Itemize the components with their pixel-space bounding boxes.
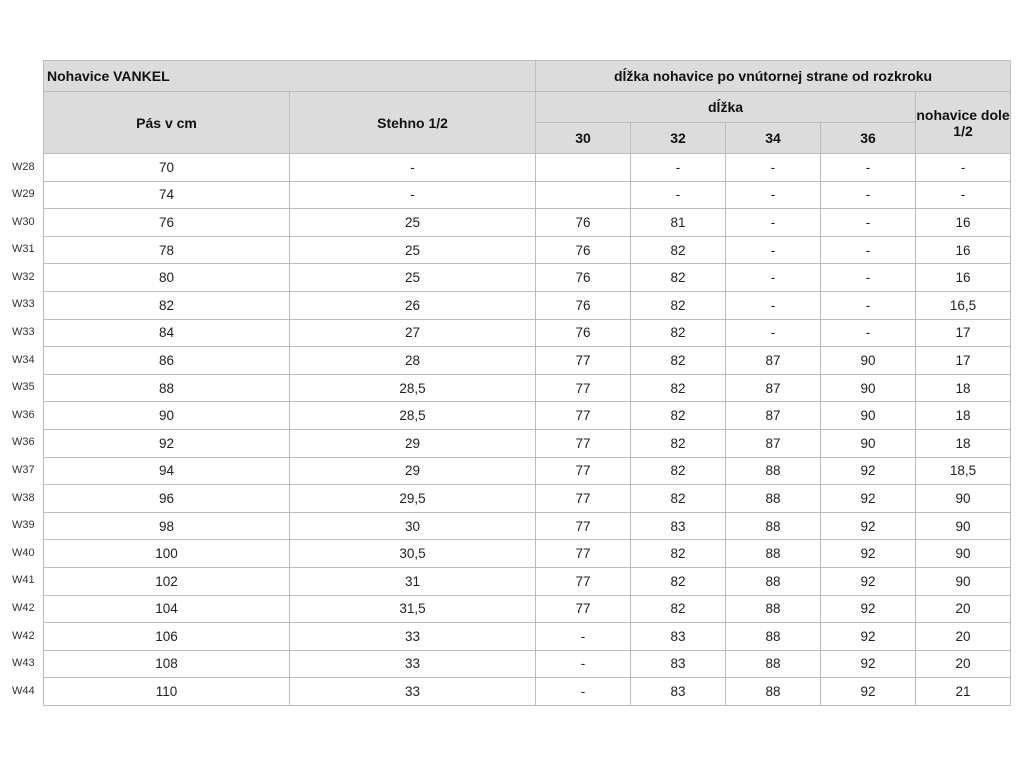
thigh-cell: 29,5: [290, 485, 536, 513]
hem-cell: 90: [916, 512, 1011, 540]
length-30-cell: [536, 154, 631, 182]
w-size-label: W34: [12, 353, 35, 366]
w-size-label: W29: [12, 188, 35, 201]
length-30-cell: 77: [536, 402, 631, 430]
length-36-cell: 92: [821, 540, 916, 568]
length-34-cell: 87: [726, 347, 821, 375]
waist-cell: 74: [44, 181, 290, 209]
length-32-cell: 82: [631, 485, 726, 513]
table-row: [44, 264, 1011, 292]
length-36-cell: -: [821, 319, 916, 347]
waist-cell: 104: [44, 595, 290, 623]
w-size-label: W33: [12, 326, 35, 339]
length-36-cell: 92: [821, 457, 916, 485]
length-36-cell: 92: [821, 678, 916, 706]
w-size-label: W42: [12, 629, 35, 642]
length-30-cell: 76: [536, 236, 631, 264]
length-36-cell: 90: [821, 402, 916, 430]
waist-cell: 88: [44, 374, 290, 402]
table-row: [44, 374, 1011, 402]
length-30-cell: 77: [536, 485, 631, 513]
length-30-cell: 77: [536, 374, 631, 402]
length-34-cell: 88: [726, 650, 821, 678]
table-row: [44, 512, 1011, 540]
length-36-header: 36: [821, 123, 916, 154]
thigh-cell: -: [290, 181, 536, 209]
hem-cell: 16,5: [916, 291, 1011, 319]
length-36-cell: -: [821, 291, 916, 319]
length-34-cell: 88: [726, 678, 821, 706]
hem-cell: 18: [916, 429, 1011, 457]
w-size-label: W44: [12, 684, 35, 697]
table-row: [44, 678, 1011, 706]
length-36-cell: 92: [821, 623, 916, 651]
hem-cell: 90: [916, 540, 1011, 568]
length-36-cell: 90: [821, 429, 916, 457]
length-34-cell: 88: [726, 457, 821, 485]
w-size-label: W35: [12, 381, 35, 394]
hem-cell: 20: [916, 623, 1011, 651]
length-32-cell: 83: [631, 512, 726, 540]
length-30-cell: 77: [536, 567, 631, 595]
waist-cell: 100: [44, 540, 290, 568]
length-34-cell: 88: [726, 623, 821, 651]
table-row: [44, 291, 1011, 319]
w-size-label: W38: [12, 491, 35, 504]
length-36-cell: 92: [821, 650, 916, 678]
length-30-cell: 77: [536, 540, 631, 568]
thigh-cell: 25: [290, 236, 536, 264]
length-30-cell: -: [536, 678, 631, 706]
w-size-label: W39: [12, 519, 35, 532]
w-size-label: W40: [12, 546, 35, 559]
length-36-cell: 90: [821, 374, 916, 402]
w-size-labels: [0, 154, 43, 706]
length-32-cell: 82: [631, 402, 726, 430]
thigh-cell: 25: [290, 264, 536, 292]
length-36-cell: -: [821, 264, 916, 292]
length-32-cell: -: [631, 181, 726, 209]
table-body: [44, 154, 1011, 706]
length-30-cell: 77: [536, 457, 631, 485]
waist-cell: 96: [44, 485, 290, 513]
thigh-cell: 28: [290, 347, 536, 375]
hem-cell: 18: [916, 374, 1011, 402]
waist-cell: 102: [44, 567, 290, 595]
w-size-label: W43: [12, 657, 35, 670]
thigh-cell: -: [290, 154, 536, 182]
thigh-header: Stehno 1/2: [290, 92, 536, 154]
table-row: [44, 457, 1011, 485]
hem-header: nohavice dole 1/2: [916, 92, 1011, 154]
length-32-cell: 83: [631, 650, 726, 678]
length-36-cell: -: [821, 154, 916, 182]
length-30-cell: 77: [536, 429, 631, 457]
inseam-header: dĺžka nohavice po vnútornej strane od rozkroku: [536, 61, 1011, 92]
length-36-cell: -: [821, 209, 916, 237]
hem-cell: -: [916, 154, 1011, 182]
thigh-cell: 28,5: [290, 374, 536, 402]
length-32-cell: 82: [631, 347, 726, 375]
thigh-cell: 33: [290, 678, 536, 706]
w-size-label: W31: [12, 243, 35, 256]
thigh-cell: 33: [290, 650, 536, 678]
w-size-label: W36: [12, 436, 35, 449]
table-row: [44, 181, 1011, 209]
length-34-cell: 88: [726, 567, 821, 595]
length-32-cell: -: [631, 154, 726, 182]
length-30-cell: 77: [536, 595, 631, 623]
w-size-label: W36: [12, 408, 35, 421]
table-row: [44, 540, 1011, 568]
table-row: [44, 402, 1011, 430]
w-size-label: W42: [12, 602, 35, 614]
length-34-cell: -: [726, 319, 821, 347]
length-32-cell: 82: [631, 595, 726, 623]
length-32-cell: 82: [631, 457, 726, 485]
waist-cell: 94: [44, 457, 290, 485]
length-30-cell: 76: [536, 319, 631, 347]
length-30-cell: 77: [536, 512, 631, 540]
thigh-cell: 28,5: [290, 402, 536, 430]
thigh-cell: 29: [290, 429, 536, 457]
length-header: dĺžka: [536, 92, 916, 123]
length-34-cell: -: [726, 236, 821, 264]
length-32-cell: 83: [631, 623, 726, 651]
waist-cell: 84: [44, 319, 290, 347]
length-32-cell: 82: [631, 374, 726, 402]
length-36-cell: -: [821, 181, 916, 209]
table-row: [44, 567, 1011, 595]
waist-cell: 108: [44, 650, 290, 678]
length-34-cell: -: [726, 264, 821, 292]
hem-cell: 18: [916, 402, 1011, 430]
hem-cell: 17: [916, 347, 1011, 375]
length-34-cell: 88: [726, 512, 821, 540]
thigh-cell: 27: [290, 319, 536, 347]
size-chart-table: [43, 60, 1011, 706]
w-size-label: W37: [12, 464, 35, 477]
table-row: [44, 236, 1011, 264]
table-row: [44, 347, 1011, 375]
length-32-cell: 82: [631, 264, 726, 292]
w-size-label: W33: [12, 298, 35, 311]
thigh-cell: 26: [290, 291, 536, 319]
length-30-cell: 76: [536, 209, 631, 237]
w-size-label: W30: [12, 215, 35, 228]
table-row: [44, 429, 1011, 457]
length-34-cell: 87: [726, 402, 821, 430]
hem-cell: 20: [916, 595, 1011, 623]
table-row: [44, 650, 1011, 678]
waist-cell: 92: [44, 429, 290, 457]
waist-cell: 110: [44, 678, 290, 706]
thigh-cell: 30,5: [290, 540, 536, 568]
hem-cell: 90: [916, 567, 1011, 595]
length-32-cell: 82: [631, 429, 726, 457]
thigh-cell: 31: [290, 567, 536, 595]
length-36-cell: -: [821, 236, 916, 264]
waist-cell: 78: [44, 236, 290, 264]
length-34-cell: 88: [726, 595, 821, 623]
length-36-cell: 92: [821, 595, 916, 623]
table-row: [44, 595, 1011, 623]
length-34-cell: -: [726, 291, 821, 319]
length-32-cell: 82: [631, 319, 726, 347]
length-34-cell: 87: [726, 429, 821, 457]
length-34-cell: 88: [726, 540, 821, 568]
w-size-label: W41: [12, 574, 35, 587]
waist-cell: 90: [44, 402, 290, 430]
length-30-cell: 77: [536, 347, 631, 375]
hem-cell: 18,5: [916, 457, 1011, 485]
length-32-cell: 82: [631, 291, 726, 319]
waist-cell: 76: [44, 209, 290, 237]
table-row: [44, 623, 1011, 651]
waist-cell: 80: [44, 264, 290, 292]
length-34-cell: -: [726, 154, 821, 182]
table-row: [44, 154, 1011, 182]
length-34-header: 34: [726, 123, 821, 154]
length-32-header: 32: [631, 123, 726, 154]
hem-cell: -: [916, 181, 1011, 209]
thigh-cell: 25: [290, 209, 536, 237]
w-size-label: W28: [12, 160, 35, 173]
waist-cell: 70: [44, 154, 290, 182]
length-36-cell: 92: [821, 567, 916, 595]
length-30-cell: 76: [536, 264, 631, 292]
waist-header: Pás v cm: [44, 92, 290, 154]
hem-cell: 90: [916, 485, 1011, 513]
waist-cell: 106: [44, 623, 290, 651]
length-34-cell: 87: [726, 374, 821, 402]
thigh-cell: 30: [290, 512, 536, 540]
thigh-cell: 33: [290, 623, 536, 651]
length-30-cell: -: [536, 623, 631, 651]
length-30-cell: [536, 181, 631, 209]
length-34-cell: -: [726, 181, 821, 209]
waist-cell: 98: [44, 512, 290, 540]
length-34-cell: 88: [726, 485, 821, 513]
w-size-label: W32: [12, 270, 35, 283]
hem-cell: 20: [916, 650, 1011, 678]
length-30-header: 30: [536, 123, 631, 154]
waist-cell: 82: [44, 291, 290, 319]
table-row: [44, 319, 1011, 347]
table-row: [44, 209, 1011, 237]
length-32-cell: 83: [631, 678, 726, 706]
waist-cell: 86: [44, 347, 290, 375]
hem-cell: 16: [916, 264, 1011, 292]
thigh-cell: 31,5: [290, 595, 536, 623]
length-36-cell: 92: [821, 485, 916, 513]
length-32-cell: 81: [631, 209, 726, 237]
table-title: Nohavice VANKEL: [44, 61, 536, 92]
table-row: [44, 485, 1011, 513]
length-32-cell: 82: [631, 540, 726, 568]
length-34-cell: -: [726, 209, 821, 237]
length-32-cell: 82: [631, 567, 726, 595]
length-36-cell: 90: [821, 347, 916, 375]
hem-cell: 16: [916, 236, 1011, 264]
hem-cell: 21: [916, 678, 1011, 706]
length-30-cell: -: [536, 650, 631, 678]
thigh-cell: 29: [290, 457, 536, 485]
length-36-cell: 92: [821, 512, 916, 540]
length-30-cell: 76: [536, 291, 631, 319]
hem-cell: 16: [916, 209, 1011, 237]
hem-cell: 17: [916, 319, 1011, 347]
length-32-cell: 82: [631, 236, 726, 264]
